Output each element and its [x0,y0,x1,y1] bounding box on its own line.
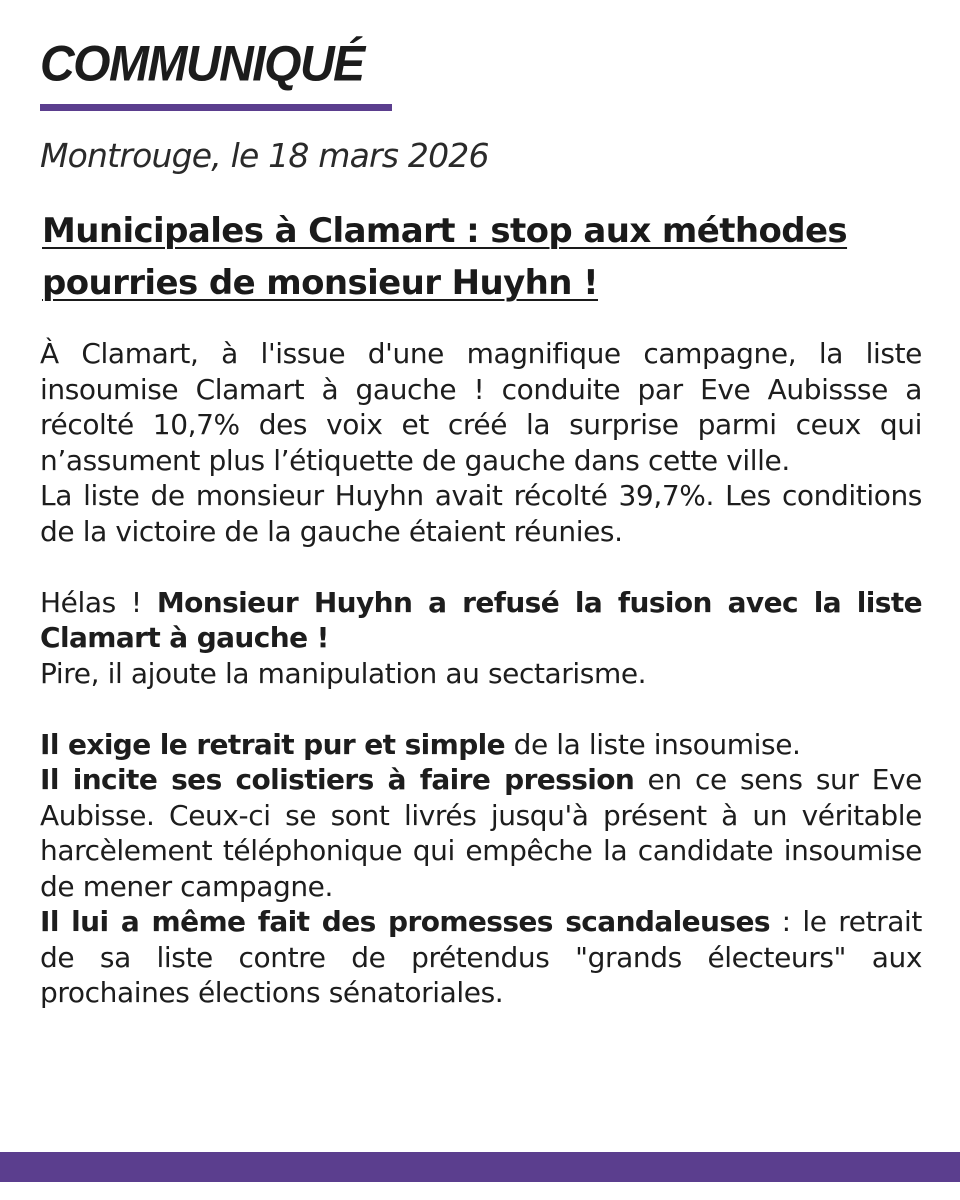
paragraph-huyhn-score: La liste de monsieur Huyhn avait récolté 39,7%. Les conditions de la victoire de la gauche étaient réunies. [40,479,922,548]
paragraph-promises [40,904,922,1011]
refusal-lead: Hélas ! [40,585,157,619]
paragraph-results: À Clamart, à l'issue d'une magnifique campagne, la liste insoumise Clamart à gauche ! conduite par Eve Aubissse a récolté 10,7% des voix et créé la surprise parmi ceux qui n’assument plus l’étiquette de gauche dans cette ville. [40,337,922,477]
pressure-emphasis: Il incite ses colistiers à faire pression [40,763,635,796]
footer-accent-bar [0,1152,960,1182]
paragraph-manipulation: Pire, il ajoute la manipulation au sectarisme. [40,656,647,690]
paragraph-spacer [40,549,922,585]
demand-emphasis: Il exige le retrait pur et simple [40,727,506,761]
article-body [40,336,922,1011]
dateline: Montrouge, le 18 mars 2026 [40,136,489,175]
refusal-emphasis: Monsieur Huyhn a refusé la fusion avec la liste Clamart à gauche ! [40,585,922,654]
paragraph-spacer [40,691,922,727]
promises-rest: : le retrait de sa liste contre de prétendus "grands électeurs" aux prochaines élections sénatoriales. [40,905,922,1009]
title-underline-bar [40,104,392,111]
promises-emphasis: Il lui a même fait des promesses scandaleuses [40,905,770,938]
demand-rest: de la liste insoumise. [505,727,801,761]
paragraph-refusal [40,585,922,656]
page-header [40,36,392,111]
communique-title: COMMUNIQUÉ [40,37,364,93]
paragraph-demand [40,727,922,763]
pressure-rest: en ce sens sur Eve Aubisse. Ceux-ci se sont livrés jusqu'à présent à un véritable harcèlement téléphonique qui empêche la candidate insoumise de mener campagne. [40,763,923,903]
paragraph-pressure [40,762,922,904]
headline: Municipales à Clamart : stop aux méthodes pourries de monsieur Huyhn ! [42,211,848,303]
